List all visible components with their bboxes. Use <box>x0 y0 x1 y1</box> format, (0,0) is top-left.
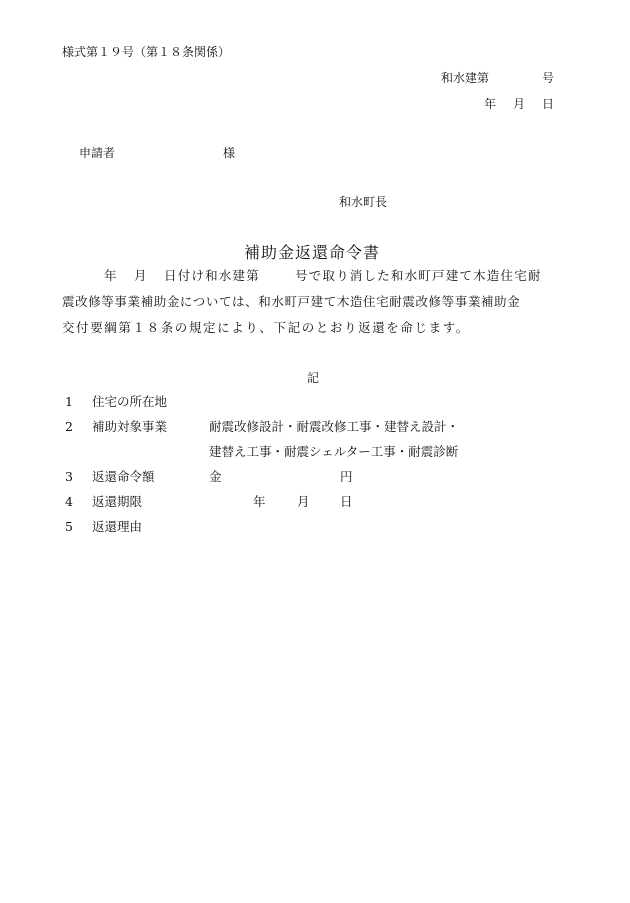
item-3-number: 3 <box>65 469 73 484</box>
form-label: 様式第１９号（第１８条関係） <box>62 45 231 59</box>
item-4-month: 月 <box>297 494 310 509</box>
item-5-number: 5 <box>65 519 73 534</box>
item-3-value-suffix: 円 <box>340 469 353 484</box>
issuer: 和水町長 <box>339 195 388 209</box>
body-line1-year: 年 <box>104 268 118 283</box>
item-1-label: 住宅の所在地 <box>92 394 168 409</box>
item-4-day: 日 <box>340 494 353 509</box>
item-4-year: 年 <box>253 494 266 509</box>
body-line1-rest: 号で取り消した和水町戸建て木造住宅耐 <box>295 268 542 283</box>
doc-number-prefix: 和水建第 <box>441 71 490 85</box>
item-2-number: 2 <box>65 419 73 434</box>
date-day: 日 <box>542 97 555 111</box>
recipient-label: 申請者 <box>79 146 116 160</box>
item-4-number: 4 <box>65 494 73 509</box>
body-line1-day-text: 日付け和水建第 <box>164 268 260 283</box>
item-5-label: 返還理由 <box>92 519 143 534</box>
item-1-number: 1 <box>65 394 73 409</box>
body-line2: 震改修等事業補助金については、和水町戸建て木造住宅耐震改修等事業補助金 <box>62 294 521 309</box>
doc-number-suffix: 号 <box>542 71 555 85</box>
item-2-value-line1: 耐震改修設計・耐震改修工事・建替え設計・ <box>209 419 460 434</box>
item-2-label: 補助対象事業 <box>92 419 168 434</box>
date-month: 月 <box>513 97 526 111</box>
recipient-honorific: 様 <box>223 146 236 160</box>
ki-marker: 記 <box>307 371 320 385</box>
item-3-value-prefix: 金 <box>209 469 222 484</box>
item-2-value-line2: 建替え工事・耐震シェルター工事・耐震診断 <box>209 444 459 459</box>
body-line1-month: 月 <box>134 268 148 283</box>
item-4-label: 返還期限 <box>92 494 143 509</box>
date-year: 年 <box>484 97 497 111</box>
document-title: 補助金返還命令書 <box>244 243 381 262</box>
item-3-label: 返還命令額 <box>92 469 155 484</box>
body-line3: 交付要綱第１８条の規定により、下記のとおり返還を命じます。 <box>62 320 470 335</box>
